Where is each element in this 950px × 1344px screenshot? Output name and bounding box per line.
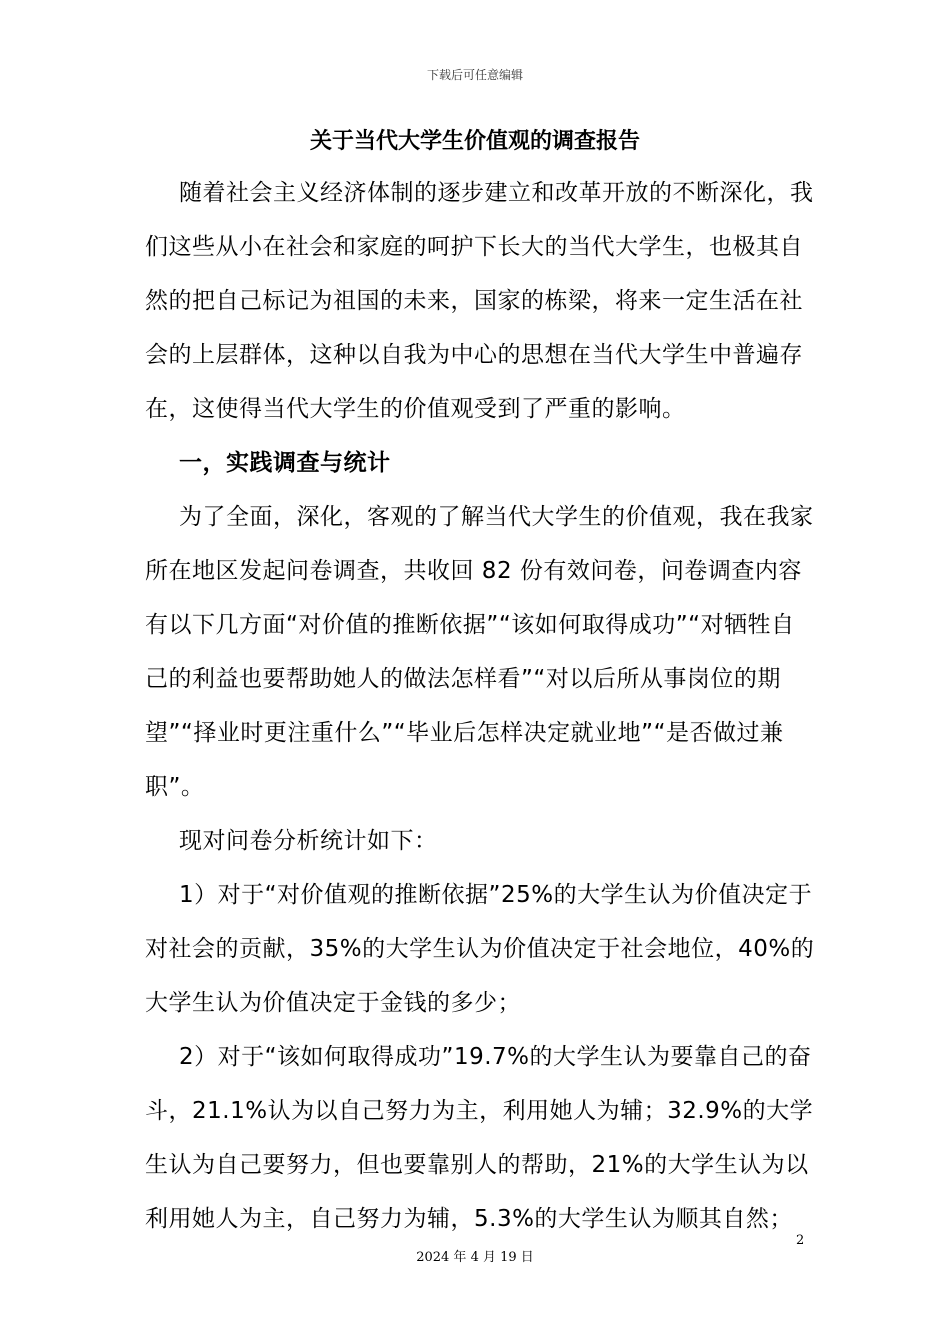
header-note: 下载后可任意编辑	[426, 68, 523, 82]
analysis-intro: 现对问卷分析统计如下：	[179, 828, 438, 854]
section-heading: 一，实践调查与统计	[179, 450, 391, 476]
document-body	[145, 166, 815, 1246]
list-item-2: 2）对于“该如何取得成功”19.7%的大学生认为要靠自己的奋斗，21.1%认为以自己努力为主，利用她人为辅；32.9%的大学生认为自己要努力，但也要靠别人的帮助，21%的大学生认为以利用她人为主，自己努力为辅，5.3%的大学生认为顺其自然；	[145, 1044, 814, 1232]
intro-paragraph: 随着社会主义经济体制的逐步建立和改革开放的不断深化，我们这些从小在社会和家庭的呵护下长大的当代大学生，也极其自然的把自己标记为祖国的未来，国家的栋梁，将来一定生活在社会的上层群体，这种以自我为中心的思想在当代大学生中普遍存在，这使得当代大学生的价值观受到了严重的影响。	[145, 180, 814, 422]
document-title: 关于当代大学生价值观的调查报告	[309, 129, 640, 154]
page-number: 2	[796, 1233, 805, 1248]
survey-paragraph: 为了全面，深化，客观的了解当代大学生的价值观，我在我家所在地区发起问卷调查，共收回 82 份有效问卷，问卷调查内容有以下几方面“对价值的推断依据”“该如何取得成功”“对牺牲自己的利益也要帮助她人的做法怎样看”“对以后所从事岗位的期望”“择业时更注重什么”“毕业后怎样决定就业地”“是否做过兼职”。	[145, 504, 814, 800]
list-item-1: 1）对于“对价值观的推断依据”25%的大学生认为价值决定于对社会的贡献，35%的大学生认为价值决定于社会地位，40%的大学生认为价值决定于金钱的多少；	[145, 882, 815, 1016]
footer-date: 2024 年 4 月 19 日	[416, 1250, 534, 1265]
